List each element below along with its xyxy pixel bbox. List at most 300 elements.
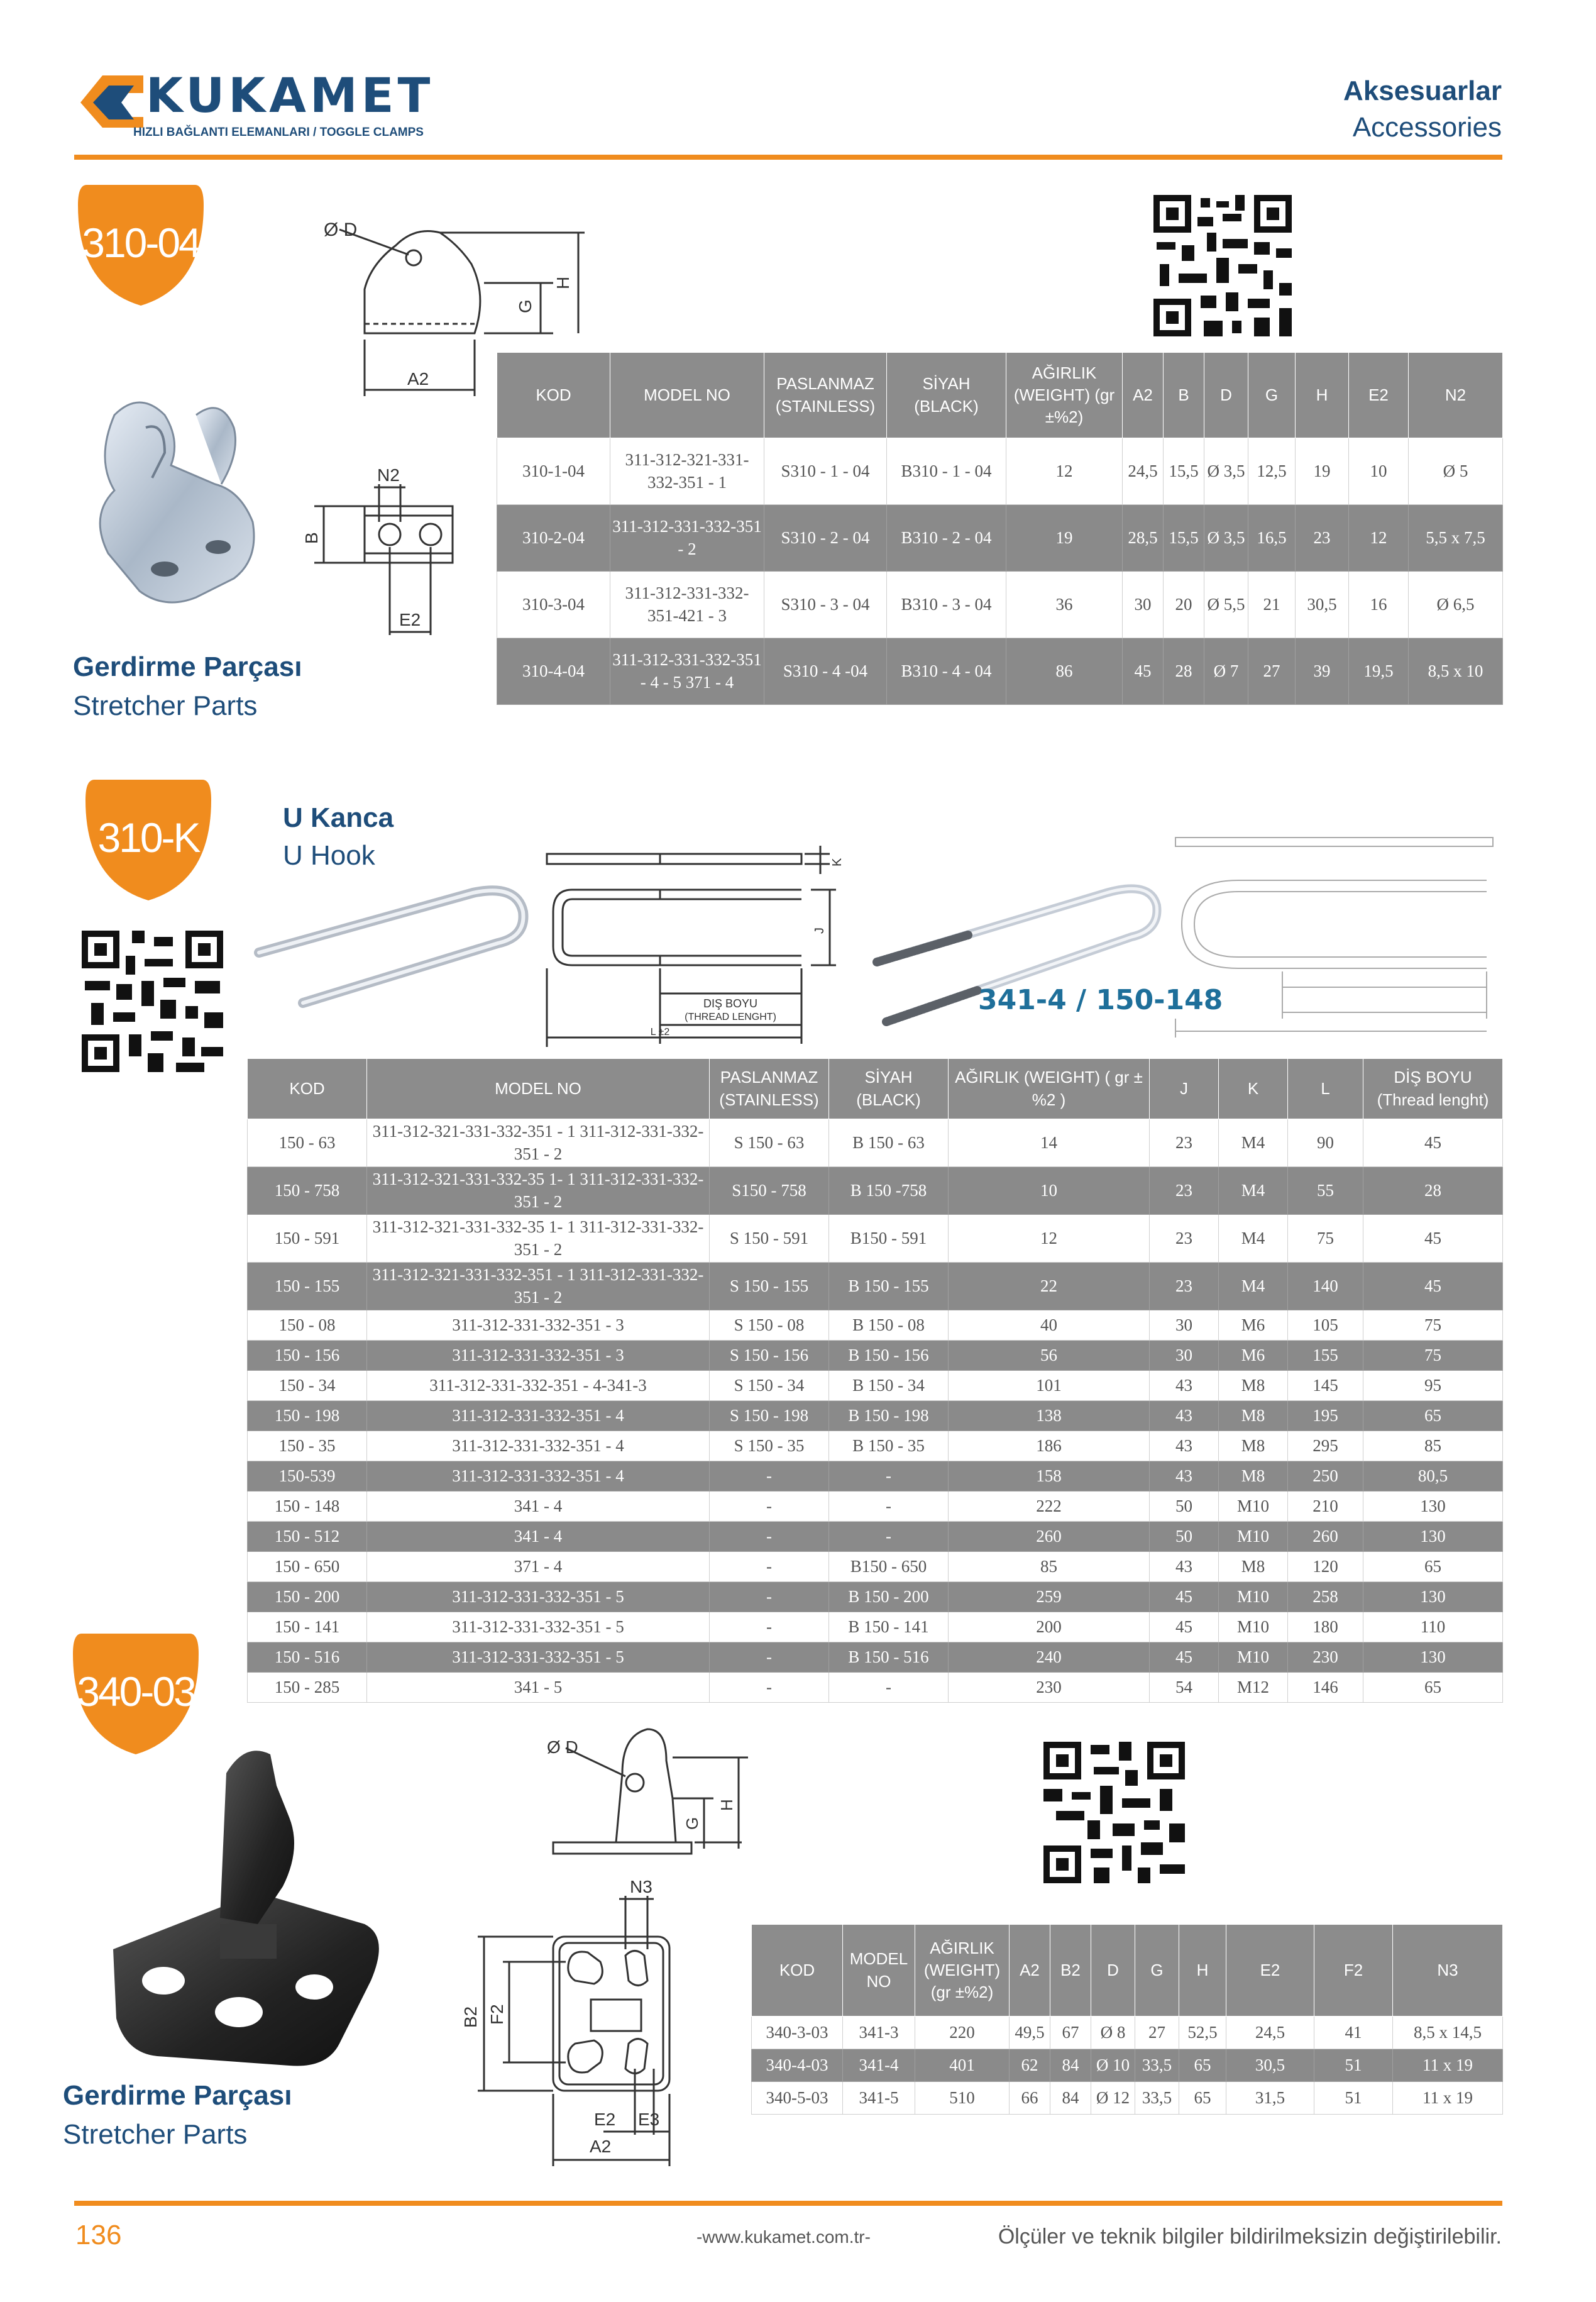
svg-text:G: G	[683, 1817, 702, 1830]
table-cell: 12	[1006, 438, 1123, 505]
table-cell: 195	[1288, 1401, 1363, 1431]
table-cell: 30	[1123, 572, 1164, 638]
table-cell: 8,5 x 14,5	[1393, 2017, 1503, 2049]
table-cell: 260	[1288, 1522, 1363, 1552]
table-cell: 30	[1150, 1310, 1219, 1341]
table-cell: 310-1-04	[497, 438, 610, 505]
table-cell: 150 - 08	[248, 1310, 367, 1341]
table-cell: 24,5	[1226, 2017, 1314, 2049]
black-part-drawing-side	[541, 1723, 761, 1880]
table-cell: B310 - 4 - 04	[887, 638, 1006, 705]
table-cell: B 150 - 08	[829, 1310, 949, 1341]
table-cell: S 150 - 156	[710, 1341, 829, 1371]
kukamet-logo-icon	[74, 68, 150, 131]
table-cell: B 150 - 200	[829, 1582, 949, 1612]
table-cell: 33,5	[1135, 2049, 1179, 2082]
svg-text:J: J	[813, 927, 827, 934]
table-cell: Ø 7	[1204, 638, 1248, 705]
table-cell: 23	[1150, 1119, 1219, 1167]
table-cell: 39	[1296, 638, 1349, 705]
column-header: DİŞ BOYU (Thread lenght)	[1363, 1059, 1503, 1119]
column-header: KOD	[497, 353, 610, 438]
table-cell: 259	[949, 1582, 1150, 1612]
table-row	[248, 1461, 1503, 1491]
table-cell: 341 - 5	[367, 1673, 710, 1703]
table-cell: S310 - 1 - 04	[764, 438, 887, 505]
table-cell: -	[829, 1491, 949, 1522]
column-header: MODEL NO	[843, 1925, 915, 2017]
table-cell: 16	[1349, 572, 1409, 638]
table-cell: 341-3	[843, 2017, 915, 2049]
table-cell: 150 - 516	[248, 1642, 367, 1673]
table-cell: 140	[1288, 1263, 1363, 1310]
column-header: A2	[1123, 353, 1164, 438]
column-header: B	[1164, 353, 1204, 438]
table-cell: 138	[949, 1401, 1150, 1431]
table-cell: 50	[1150, 1522, 1219, 1552]
column-header: K	[1219, 1059, 1288, 1119]
qr-code-icon	[1153, 195, 1292, 336]
table-cell: 95	[1363, 1371, 1503, 1401]
table-cell: 22	[949, 1263, 1150, 1310]
table-cell: 110	[1363, 1612, 1503, 1642]
table-cell: S 150 - 34	[710, 1371, 829, 1401]
table-row	[752, 2049, 1503, 2082]
table-cell: 43	[1150, 1401, 1219, 1431]
table-cell: 311-312-331-332-351 - 5	[367, 1642, 710, 1673]
table-cell: 28	[1363, 1167, 1503, 1215]
table-cell: 86	[1006, 638, 1123, 705]
column-header: KOD	[752, 1925, 843, 2017]
table-cell: 311-312-321-331-332-351 - 1	[610, 438, 764, 505]
table-cell: 150 - 148	[248, 1491, 367, 1522]
code-badge-310-k: 310-K	[80, 775, 216, 904]
table-cell: -	[710, 1673, 829, 1703]
table-cell: 210	[1288, 1491, 1363, 1522]
column-header: KOD	[248, 1059, 367, 1119]
column-header: N3	[1393, 1925, 1503, 2017]
table-cell: S 150 - 155	[710, 1263, 829, 1310]
table-cell: 31,5	[1226, 2082, 1314, 2115]
table-cell: 258	[1288, 1582, 1363, 1612]
column-header: E2	[1226, 1925, 1314, 2017]
table-cell: 340-5-03	[752, 2082, 843, 2115]
svg-text:B2: B2	[461, 2006, 480, 2028]
table-cell: 45	[1363, 1119, 1503, 1167]
table-row	[248, 1341, 1503, 1371]
table-cell: 311-312-331-332-351-421 - 3	[610, 572, 764, 638]
table-cell: 41	[1314, 2017, 1393, 2049]
column-header: L	[1288, 1059, 1363, 1119]
table-row	[248, 1431, 1503, 1461]
table-cell: 45	[1150, 1612, 1219, 1642]
table-cell: M10	[1219, 1582, 1288, 1612]
table-cell: 340-3-03	[752, 2017, 843, 2049]
svg-text:A2: A2	[590, 2137, 612, 2156]
table-cell: B150 - 650	[829, 1552, 949, 1582]
table-cell: 311-312-321-331-332-35 1- 1 311-312-331-332-351 - 2	[367, 1167, 710, 1215]
u-hook-drawing	[534, 843, 861, 1047]
table-cell: 311-312-331-332-351 - 3	[367, 1341, 710, 1371]
table-cell: 40	[949, 1310, 1150, 1341]
table-cell: 12	[1349, 505, 1409, 572]
table-cell: 85	[1363, 1431, 1503, 1461]
u-hook-drawing-detail	[1169, 830, 1509, 1044]
header-rule	[74, 155, 1502, 160]
code-badge-310-04: 310-04	[73, 180, 209, 309]
table-cell: 51	[1314, 2049, 1393, 2082]
table-cell: 24,5	[1123, 438, 1164, 505]
column-header: D	[1091, 1925, 1135, 2017]
column-header: A2	[1010, 1925, 1050, 2017]
table-cell: 45	[1150, 1582, 1219, 1612]
section3-title-en: Stretcher Parts	[63, 2119, 248, 2150]
table-cell: 200	[949, 1612, 1150, 1642]
section1-title-tr: Gerdirme Parçası	[73, 651, 302, 682]
table-cell: 27	[1248, 638, 1296, 705]
table-cell: 5,5 x 7,5	[1409, 505, 1503, 572]
table-cell: 20	[1164, 572, 1204, 638]
code-badge-340-03: 340-03	[68, 1629, 204, 1758]
table-cell: 180	[1288, 1612, 1363, 1642]
table-cell: 510	[915, 2082, 1010, 2115]
table-cell: 311-312-331-332-351 - 2	[610, 505, 764, 572]
table-cell: 101	[949, 1371, 1150, 1401]
table-cell: 150-539	[248, 1461, 367, 1491]
column-header: PASLANMAZ (STAINLESS)	[710, 1059, 829, 1119]
table-cell: 43	[1150, 1371, 1219, 1401]
table-row	[248, 1642, 1503, 1673]
table-cell: -	[710, 1612, 829, 1642]
column-header: D	[1204, 353, 1248, 438]
table-cell: Ø 3,5	[1204, 505, 1248, 572]
table-cell: 295	[1288, 1431, 1363, 1461]
table-cell: B310 - 3 - 04	[887, 572, 1006, 638]
svg-text:A2: A2	[407, 369, 429, 389]
section-title-en: Accessories	[1352, 112, 1502, 143]
table-cell: 150 - 200	[248, 1582, 367, 1612]
footer-rule	[74, 2201, 1502, 2206]
table-cell: 150 - 35	[248, 1431, 367, 1461]
table-cell: 12,5	[1248, 438, 1296, 505]
table-cell: -	[710, 1552, 829, 1582]
table-cell: 130	[1363, 1491, 1503, 1522]
svg-text:H: H	[717, 1799, 736, 1811]
svg-text:(THREAD LENGHT): (THREAD LENGHT)	[685, 1012, 776, 1022]
table-cell: -	[710, 1522, 829, 1552]
table-cell: 23	[1150, 1263, 1219, 1310]
brand-name: KUKAMET	[146, 67, 434, 123]
table-row	[752, 2082, 1503, 2115]
table-cell: 120	[1288, 1552, 1363, 1582]
qr-code-icon	[82, 931, 223, 1072]
table-cell: 23	[1296, 505, 1349, 572]
table-cell: 19	[1296, 438, 1349, 505]
table-row	[248, 1371, 1503, 1401]
svg-text:F2: F2	[487, 2004, 507, 2025]
table-cell: 66	[1010, 2082, 1050, 2115]
table-cell: M8	[1219, 1401, 1288, 1431]
table-cell: 260	[949, 1522, 1150, 1552]
table-cell: B 150 - 141	[829, 1612, 949, 1642]
table-row	[248, 1310, 1503, 1341]
table-cell: 12	[949, 1215, 1150, 1263]
table-cell: 341-5	[843, 2082, 915, 2115]
table-cell: Ø 10	[1091, 2049, 1135, 2082]
table-cell: 150 - 650	[248, 1552, 367, 1582]
column-header: B2	[1050, 1925, 1091, 2017]
table-cell: 8,5 x 10	[1409, 638, 1503, 705]
table-cell: Ø 3,5	[1204, 438, 1248, 505]
table-cell: 150 - 758	[248, 1167, 367, 1215]
table-cell: 311-312-331-332-351 - 4	[367, 1461, 710, 1491]
table-cell: 10	[1349, 438, 1409, 505]
table-row	[248, 1552, 1503, 1582]
table-cell: 16,5	[1248, 505, 1296, 572]
table-cell: 11 x 19	[1393, 2082, 1503, 2115]
table-cell: 23	[1150, 1167, 1219, 1215]
black-stretcher-part-photo	[101, 1735, 396, 2075]
table-cell: 15,5	[1164, 438, 1204, 505]
table-cell: 27	[1135, 2017, 1179, 2049]
table-cell: M6	[1219, 1310, 1288, 1341]
column-header: H	[1179, 1925, 1226, 2017]
table-cell: 30	[1150, 1341, 1219, 1371]
table-cell: B 150 - 516	[829, 1642, 949, 1673]
svg-text:H: H	[553, 276, 573, 289]
svg-text:L ±2: L ±2	[650, 1027, 670, 1038]
table-cell: -	[829, 1673, 949, 1703]
table-row	[248, 1215, 1503, 1263]
table-cell: 150 - 156	[248, 1341, 367, 1371]
table-cell: 150 - 141	[248, 1612, 367, 1642]
table-cell: -	[710, 1642, 829, 1673]
table-cell: S310 - 4 -04	[764, 638, 887, 705]
table-cell: 36	[1006, 572, 1123, 638]
table-cell: 14	[949, 1119, 1150, 1167]
table-cell: 311-312-321-331-332-351 - 1 311-312-331-332-351 - 2	[367, 1119, 710, 1167]
table-cell: 230	[1288, 1642, 1363, 1673]
table-cell: 45	[1123, 638, 1164, 705]
table-cell: B 150 - 198	[829, 1401, 949, 1431]
column-header: G	[1248, 353, 1296, 438]
section3-title-tr: Gerdirme Parçası	[63, 2080, 292, 2111]
table-cell: 54	[1150, 1673, 1219, 1703]
table-cell: 30,5	[1296, 572, 1349, 638]
table-cell: 85	[949, 1552, 1150, 1582]
stretcher-drawing-top	[295, 453, 497, 648]
column-header: J	[1150, 1059, 1219, 1119]
table-cell: 130	[1363, 1522, 1503, 1552]
table-cell: S 150 - 591	[710, 1215, 829, 1263]
table-cell: M10	[1219, 1522, 1288, 1552]
table-cell: 130	[1363, 1582, 1503, 1612]
table-cell: 49,5	[1010, 2017, 1050, 2049]
svg-text:E2: E2	[594, 2110, 616, 2129]
svg-text:G: G	[515, 299, 535, 313]
table-cell: 43	[1150, 1552, 1219, 1582]
column-header: AĞIRLIK (WEIGHT) (gr ±%2)	[1006, 353, 1123, 438]
column-header: MODEL NO	[610, 353, 764, 438]
table-cell: 75	[1288, 1215, 1363, 1263]
table-cell: 15,5	[1164, 505, 1204, 572]
table-cell: 158	[949, 1461, 1150, 1491]
svg-text:E3: E3	[638, 2110, 660, 2129]
table-cell: B310 - 2 - 04	[887, 505, 1006, 572]
table-cell: M4	[1219, 1215, 1288, 1263]
table-row	[248, 1673, 1503, 1703]
table-cell: 310-4-04	[497, 638, 610, 705]
table-cell: 240	[949, 1642, 1150, 1673]
page-number: 136	[75, 2220, 122, 2250]
table-cell: 67	[1050, 2017, 1091, 2049]
table-cell: M8	[1219, 1552, 1288, 1582]
table-cell: M4	[1219, 1119, 1288, 1167]
table-cell: Ø 5,5	[1204, 572, 1248, 638]
table-cell: 186	[949, 1431, 1150, 1461]
column-header: MODEL NO	[367, 1059, 710, 1119]
column-header: E2	[1349, 353, 1409, 438]
table-cell: -	[829, 1461, 949, 1491]
table-cell: B 150 - 155	[829, 1263, 949, 1310]
column-header: N2	[1409, 353, 1503, 438]
table-cell: 75	[1363, 1341, 1503, 1371]
table-cell: S150 - 758	[710, 1167, 829, 1215]
brand-tagline: HIZLI BAĞLANTI ELEMANLARI / TOGGLE CLAMPS	[133, 126, 424, 139]
column-header: AĞIRLIK (WEIGHT) ( gr ± %2 )	[949, 1059, 1150, 1119]
table-cell: 311-312-331-332-351 - 4	[367, 1431, 710, 1461]
qr-code-icon	[1043, 1742, 1185, 1883]
table-cell: 341-4	[843, 2049, 915, 2082]
table-cell: Ø 5	[1409, 438, 1503, 505]
table-cell: 28,5	[1123, 505, 1164, 572]
table-cell: 150 - 285	[248, 1673, 367, 1703]
table-cell: B150 - 591	[829, 1215, 949, 1263]
table-cell: 146	[1288, 1673, 1363, 1703]
column-header: G	[1135, 1925, 1179, 2017]
table-cell: -	[829, 1522, 949, 1552]
table-cell: 45	[1363, 1263, 1503, 1310]
table-cell: B 150 - 34	[829, 1371, 949, 1401]
table-310-04	[497, 352, 1503, 705]
table-cell: 45	[1363, 1215, 1503, 1263]
table-cell: B 150 - 156	[829, 1341, 949, 1371]
table-cell: 150 - 198	[248, 1401, 367, 1431]
table-cell: S 150 - 08	[710, 1310, 829, 1341]
table-cell: 310-3-04	[497, 572, 610, 638]
table-cell: 28	[1164, 638, 1204, 705]
svg-text:E2: E2	[399, 610, 421, 629]
section-title-tr: Aksesuarlar	[1343, 75, 1502, 106]
table-cell: Ø 12	[1091, 2082, 1135, 2115]
table-cell: S 150 - 198	[710, 1401, 829, 1431]
table-row	[497, 505, 1503, 572]
table-cell: 55	[1288, 1167, 1363, 1215]
table-cell: 250	[1288, 1461, 1363, 1491]
table-cell: 311-312-321-331-332-351 - 1 311-312-331-332-351 - 2	[367, 1263, 710, 1310]
table-row	[248, 1522, 1503, 1552]
table-cell: M10	[1219, 1491, 1288, 1522]
section2-title-tr: U Kanca	[283, 802, 394, 833]
table-cell: 30,5	[1226, 2049, 1314, 2082]
column-header: SİYAH (BLACK)	[829, 1059, 949, 1119]
table-cell: 311-312-331-332-351 - 4	[367, 1401, 710, 1431]
table-cell: 155	[1288, 1341, 1363, 1371]
table-cell: M6	[1219, 1341, 1288, 1371]
table-row	[248, 1263, 1503, 1310]
website-link[interactable]: -www.kukamet.com.tr-	[696, 2227, 871, 2247]
section1-title-en: Stretcher Parts	[73, 690, 258, 721]
table-cell: 65	[1363, 1552, 1503, 1582]
table-cell: Ø 8	[1091, 2017, 1135, 2049]
table-310-k	[247, 1058, 1503, 1703]
column-header: SİYAH (BLACK)	[887, 353, 1006, 438]
table-cell: 51	[1314, 2082, 1393, 2115]
table-cell: -	[710, 1582, 829, 1612]
table-cell: B310 - 1 - 04	[887, 438, 1006, 505]
svg-text:N3: N3	[630, 1880, 652, 1896]
table-cell: 340-4-03	[752, 2049, 843, 2082]
table-340-03	[751, 1924, 1503, 2115]
table-row	[497, 438, 1503, 505]
table-cell: 130	[1363, 1642, 1503, 1673]
table-cell: 65	[1363, 1401, 1503, 1431]
svg-text:DIŞ BOYU: DIŞ BOYU	[703, 997, 758, 1010]
u-hook-photo	[246, 874, 536, 1025]
table-cell: -	[710, 1491, 829, 1522]
table-cell: 75	[1363, 1310, 1503, 1341]
table-cell: 311-312-331-332-351 - 5	[367, 1582, 710, 1612]
table-row	[248, 1491, 1503, 1522]
table-cell: Ø 6,5	[1409, 572, 1503, 638]
table-cell: 311-312-331-332-351 - 5	[367, 1612, 710, 1642]
table-cell: 105	[1288, 1310, 1363, 1341]
table-cell: 65	[1179, 2082, 1226, 2115]
table-cell: 33,5	[1135, 2082, 1179, 2115]
table-cell: 150 - 512	[248, 1522, 367, 1552]
svg-text:B: B	[302, 532, 321, 544]
table-row	[497, 572, 1503, 638]
table-cell: B 150 - 63	[829, 1119, 949, 1167]
table-cell: 19,5	[1349, 638, 1409, 705]
black-part-drawing-top	[446, 1880, 685, 2169]
svg-text:Ø D: Ø D	[324, 219, 358, 240]
u-hook-photo-label: 341-4 / 150-148	[978, 984, 1223, 1016]
table-row	[248, 1582, 1503, 1612]
table-cell: 19	[1006, 505, 1123, 572]
table-cell: M8	[1219, 1461, 1288, 1491]
column-header: AĞIRLIK (WEIGHT) (gr ±%2)	[915, 1925, 1010, 2017]
svg-text:Ø D: Ø D	[547, 1737, 578, 1757]
stretcher-part-photo	[70, 390, 278, 641]
table-cell: 84	[1050, 2049, 1091, 2082]
table-cell: 23	[1150, 1215, 1219, 1263]
table-cell: M12	[1219, 1673, 1288, 1703]
table-row	[248, 1119, 1503, 1167]
table-cell: B 150 - 35	[829, 1431, 949, 1461]
table-cell: 311-312-331-332-351 - 4 - 5 371 - 4	[610, 638, 764, 705]
table-cell: 43	[1150, 1461, 1219, 1491]
table-cell: 150 - 63	[248, 1119, 367, 1167]
table-cell: 43	[1150, 1431, 1219, 1461]
table-cell: 11 x 19	[1393, 2049, 1503, 2082]
table-cell: 371 - 4	[367, 1552, 710, 1582]
table-cell: 62	[1010, 2049, 1050, 2082]
table-cell: M4	[1219, 1167, 1288, 1215]
table-cell: M4	[1219, 1263, 1288, 1310]
table-cell: 401	[915, 2049, 1010, 2082]
table-cell: 50	[1150, 1491, 1219, 1522]
